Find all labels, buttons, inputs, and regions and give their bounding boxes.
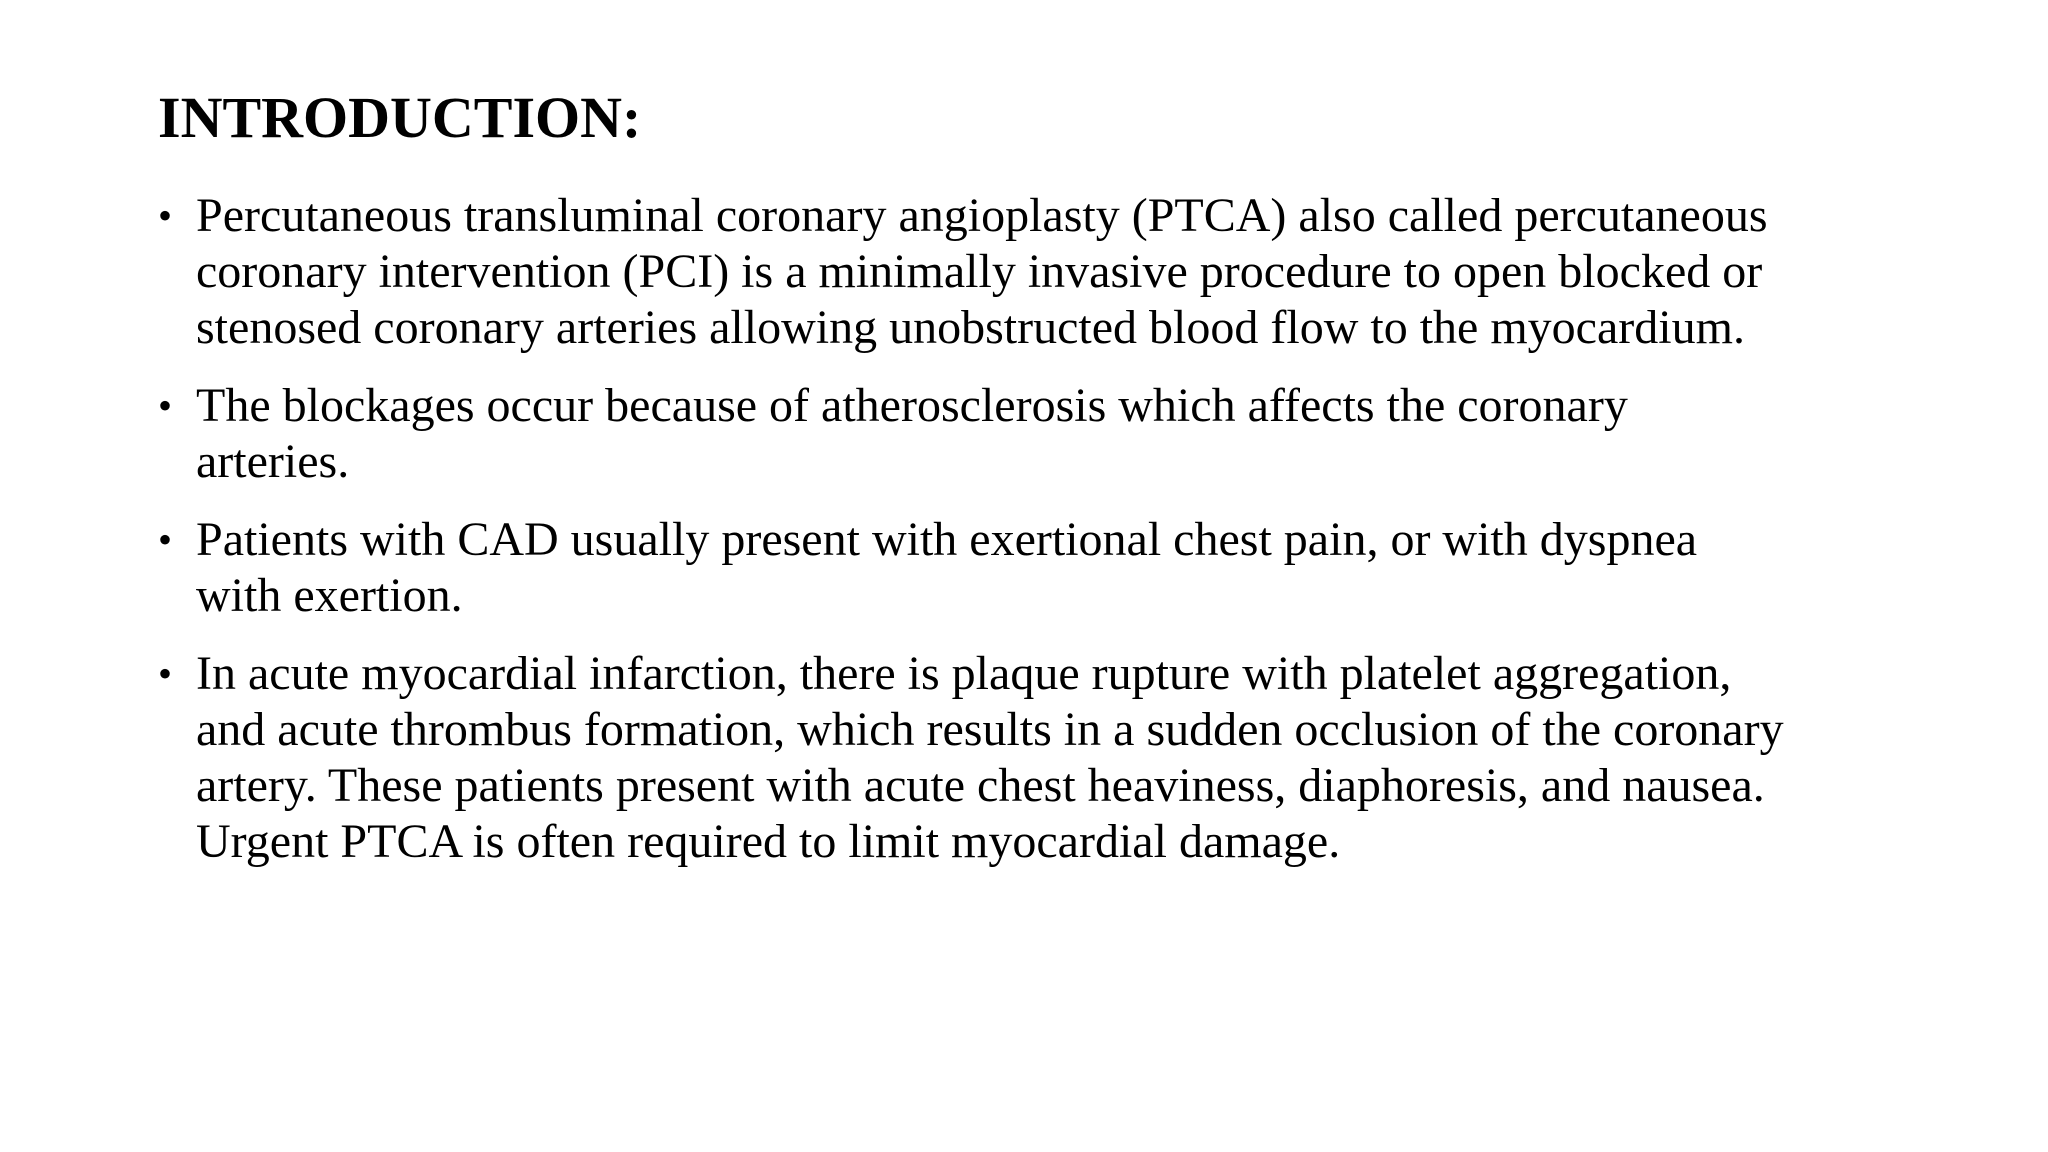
bullet-text-line: with exertion. (196, 569, 463, 622)
bullet-item (158, 646, 1918, 870)
bullet-dot-icon: • (158, 651, 173, 696)
bullet-text-line: Patients with CAD usually present with exertional chest pain, or with dyspnea (196, 513, 1698, 566)
bullet-text-line: The blockages occur because of atherosclerosis which affects the coronary (196, 379, 1628, 432)
bullet-dot-icon: • (158, 517, 173, 562)
bullet-text-line: Percutaneous transluminal coronary angioplasty (PTCA) also called percutaneous (196, 189, 1768, 242)
slide-title: INTRODUCTION: (158, 85, 642, 150)
bullet-text-line: and acute thrombus formation, which results in a sudden occlusion of the coronary (196, 703, 1784, 756)
bullet-text-line: In acute myocardial infarction, there is plaque rupture with platelet aggregation, (196, 647, 1732, 700)
bullet-item (158, 512, 1918, 624)
bullet-text-line: arteries. (196, 435, 350, 488)
bullet-item (158, 378, 1918, 490)
bullet-text-line: artery. These patients present with acute chest heaviness, diaphoresis, and nausea. (196, 759, 1765, 812)
bullet-text-line: Urgent PTCA is often required to limit myocardial damage. (196, 815, 1341, 868)
bullet-item (158, 188, 1918, 356)
bullet-dot-icon: • (158, 193, 173, 238)
bullet-list (158, 188, 1918, 892)
bullet-text-line: stenosed coronary arteries allowing unobstructed blood flow to the myocardium. (196, 301, 1745, 354)
bullet-text-line: coronary intervention (PCI) is a minimally invasive procedure to open blocked or (196, 245, 1763, 298)
bullet-dot-icon: • (158, 383, 173, 428)
